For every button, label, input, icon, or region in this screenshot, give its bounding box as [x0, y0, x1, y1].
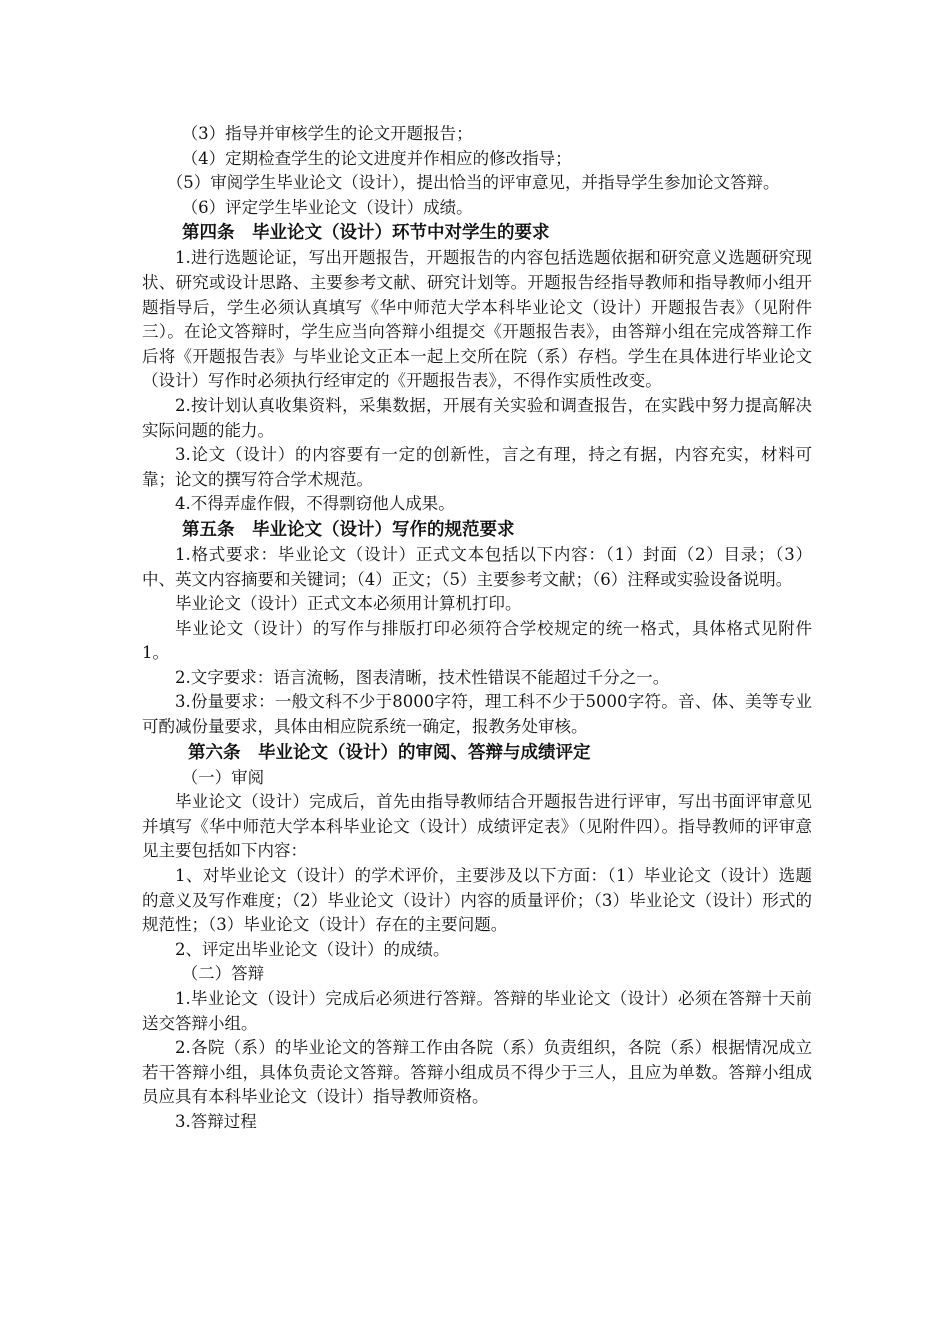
- paragraph-item-4: （4）定期检查学生的论文进度并作相应的修改指导；: [181, 148, 572, 168]
- paragraph-defense-2: 2.各院（系）的毕业论文的答辩工作由各院（系）负责组织，各院（系）根据情况成立若干答辩小组，具体负责论文答辩。答辩小组成员不得少于三人，且应为单数。答辩小组成员应具有本科毕业论文（设计）指导教师资格。: [142, 1038, 812, 1107]
- subheading-review: （一）审阅: [181, 767, 265, 787]
- paragraph-student-req-1: 1.进行选题论证，写出开题报告，开题报告的内容包括选题依据和研究意义选题研究现状、研究或设计思路、主要参考文献、研究计划等。开题报告经指导教师和指导教师小组开题指导后，学生必须认真填写《华中师范大学本科毕业论文（设计）开题报告表》（见附件三）。在论文答辩时，学生应当向答辩小组提交《开题报告表》，由答辩小组在完成答辩工作后将《开题报告表》与毕业论文正本一起上交所在院（系）存档。学生在具体进行毕业论文（设计）写作时必须执行经审定的《开题报告表》，不得作实质性改变。: [142, 248, 812, 391]
- paragraph-item-3: （3）指导并审核学生的论文开题报告；: [181, 124, 473, 143]
- paragraph-defense-3: 3.答辩过程: [175, 1111, 257, 1131]
- paragraph-item-6: （6）评定学生毕业论文（设计）成绩。: [181, 197, 473, 217]
- paragraph-defense-1: 1.毕业论文（设计）完成后必须进行答辩。答辩的毕业论文（设计）必须在答辩十天前送交答辩小组。: [142, 989, 812, 1033]
- paragraph-item-5: （5）审阅学生毕业论文（设计），提出恰当的评审意见，并指导学生参加论文答辩。: [166, 173, 780, 193]
- paragraph-review-item-1: 1、对毕业论文（设计）的学术评价，主要涉及以下方面：（1）毕业论文（设计）选题的意义及写作难度；（2）毕业论文（设计）内容的质量评价；（3）毕业论文（设计）形式的规范性；（3）毕业论文（设计）存在的主要问题。: [142, 866, 812, 935]
- paragraph-text-req: 2.文字要求：语言流畅，图表清晰，技术性错误不能超过千分之一。: [175, 667, 670, 687]
- paragraph-review-item-2: 2、评定出毕业论文（设计）的成绩。: [175, 939, 450, 959]
- subheading-defense: （二）答辩: [181, 964, 265, 984]
- section-heading-article-5: 第五条 毕业论文（设计）写作的规范要求: [182, 519, 515, 540]
- paragraph-print-req: 毕业论文（设计）正式文本必须用计算机打印。: [175, 594, 522, 614]
- paragraph-student-req-4: 4.不得弄虚作假，不得剽窃他人成果。: [175, 494, 455, 514]
- paragraph-length-req: 3.份量要求：一般文科不少于8000字符，理工科不少于5000字符。音、体、美等专业可酌减份量要求，具体由相应院系统一确定，报教务处审核。: [142, 692, 812, 737]
- paragraph-student-req-2: 2.按计划认真收集资料，采集数据，开展有关实验和调查报告，在实践中努力提高解决实际问题的能力。: [142, 395, 812, 440]
- paragraph-review-intro: 毕业论文（设计）完成后，首先由指导教师结合开题报告进行评审，写出书面评审意见并填写《华中师范大学本科毕业论文（设计）成绩评定表》（见附件四）。指导教师的评审意见主要包括如下内容：: [142, 792, 812, 861]
- section-heading-article-6: 第六条 毕业论文（设计）的审阅、答辩与成绩评定: [188, 742, 591, 763]
- document-page: [142, 122, 812, 1135]
- paragraph-layout-req: 毕业论文（设计）的写作与排版打印必须符合学校规定的统一格式，具体格式见附件1。: [142, 618, 812, 663]
- section-heading-article-4: 第四条 毕业论文（设计）环节中对学生的要求: [182, 223, 550, 244]
- paragraph-format-req: 1.格式要求：毕业论文（设计）正式文本包括以下内容：（1）封面（2）目录；（3）中、英文内容摘要和关键词；（4）正文；（5）主要参考文献；（6）注释或实验设备说明。: [142, 544, 812, 589]
- paragraph-student-req-3: 3.论文（设计）的内容要有一定的创新性，言之有理，持之有据，内容充实，材料可靠；论文的撰写符合学术规范。: [142, 445, 812, 489]
